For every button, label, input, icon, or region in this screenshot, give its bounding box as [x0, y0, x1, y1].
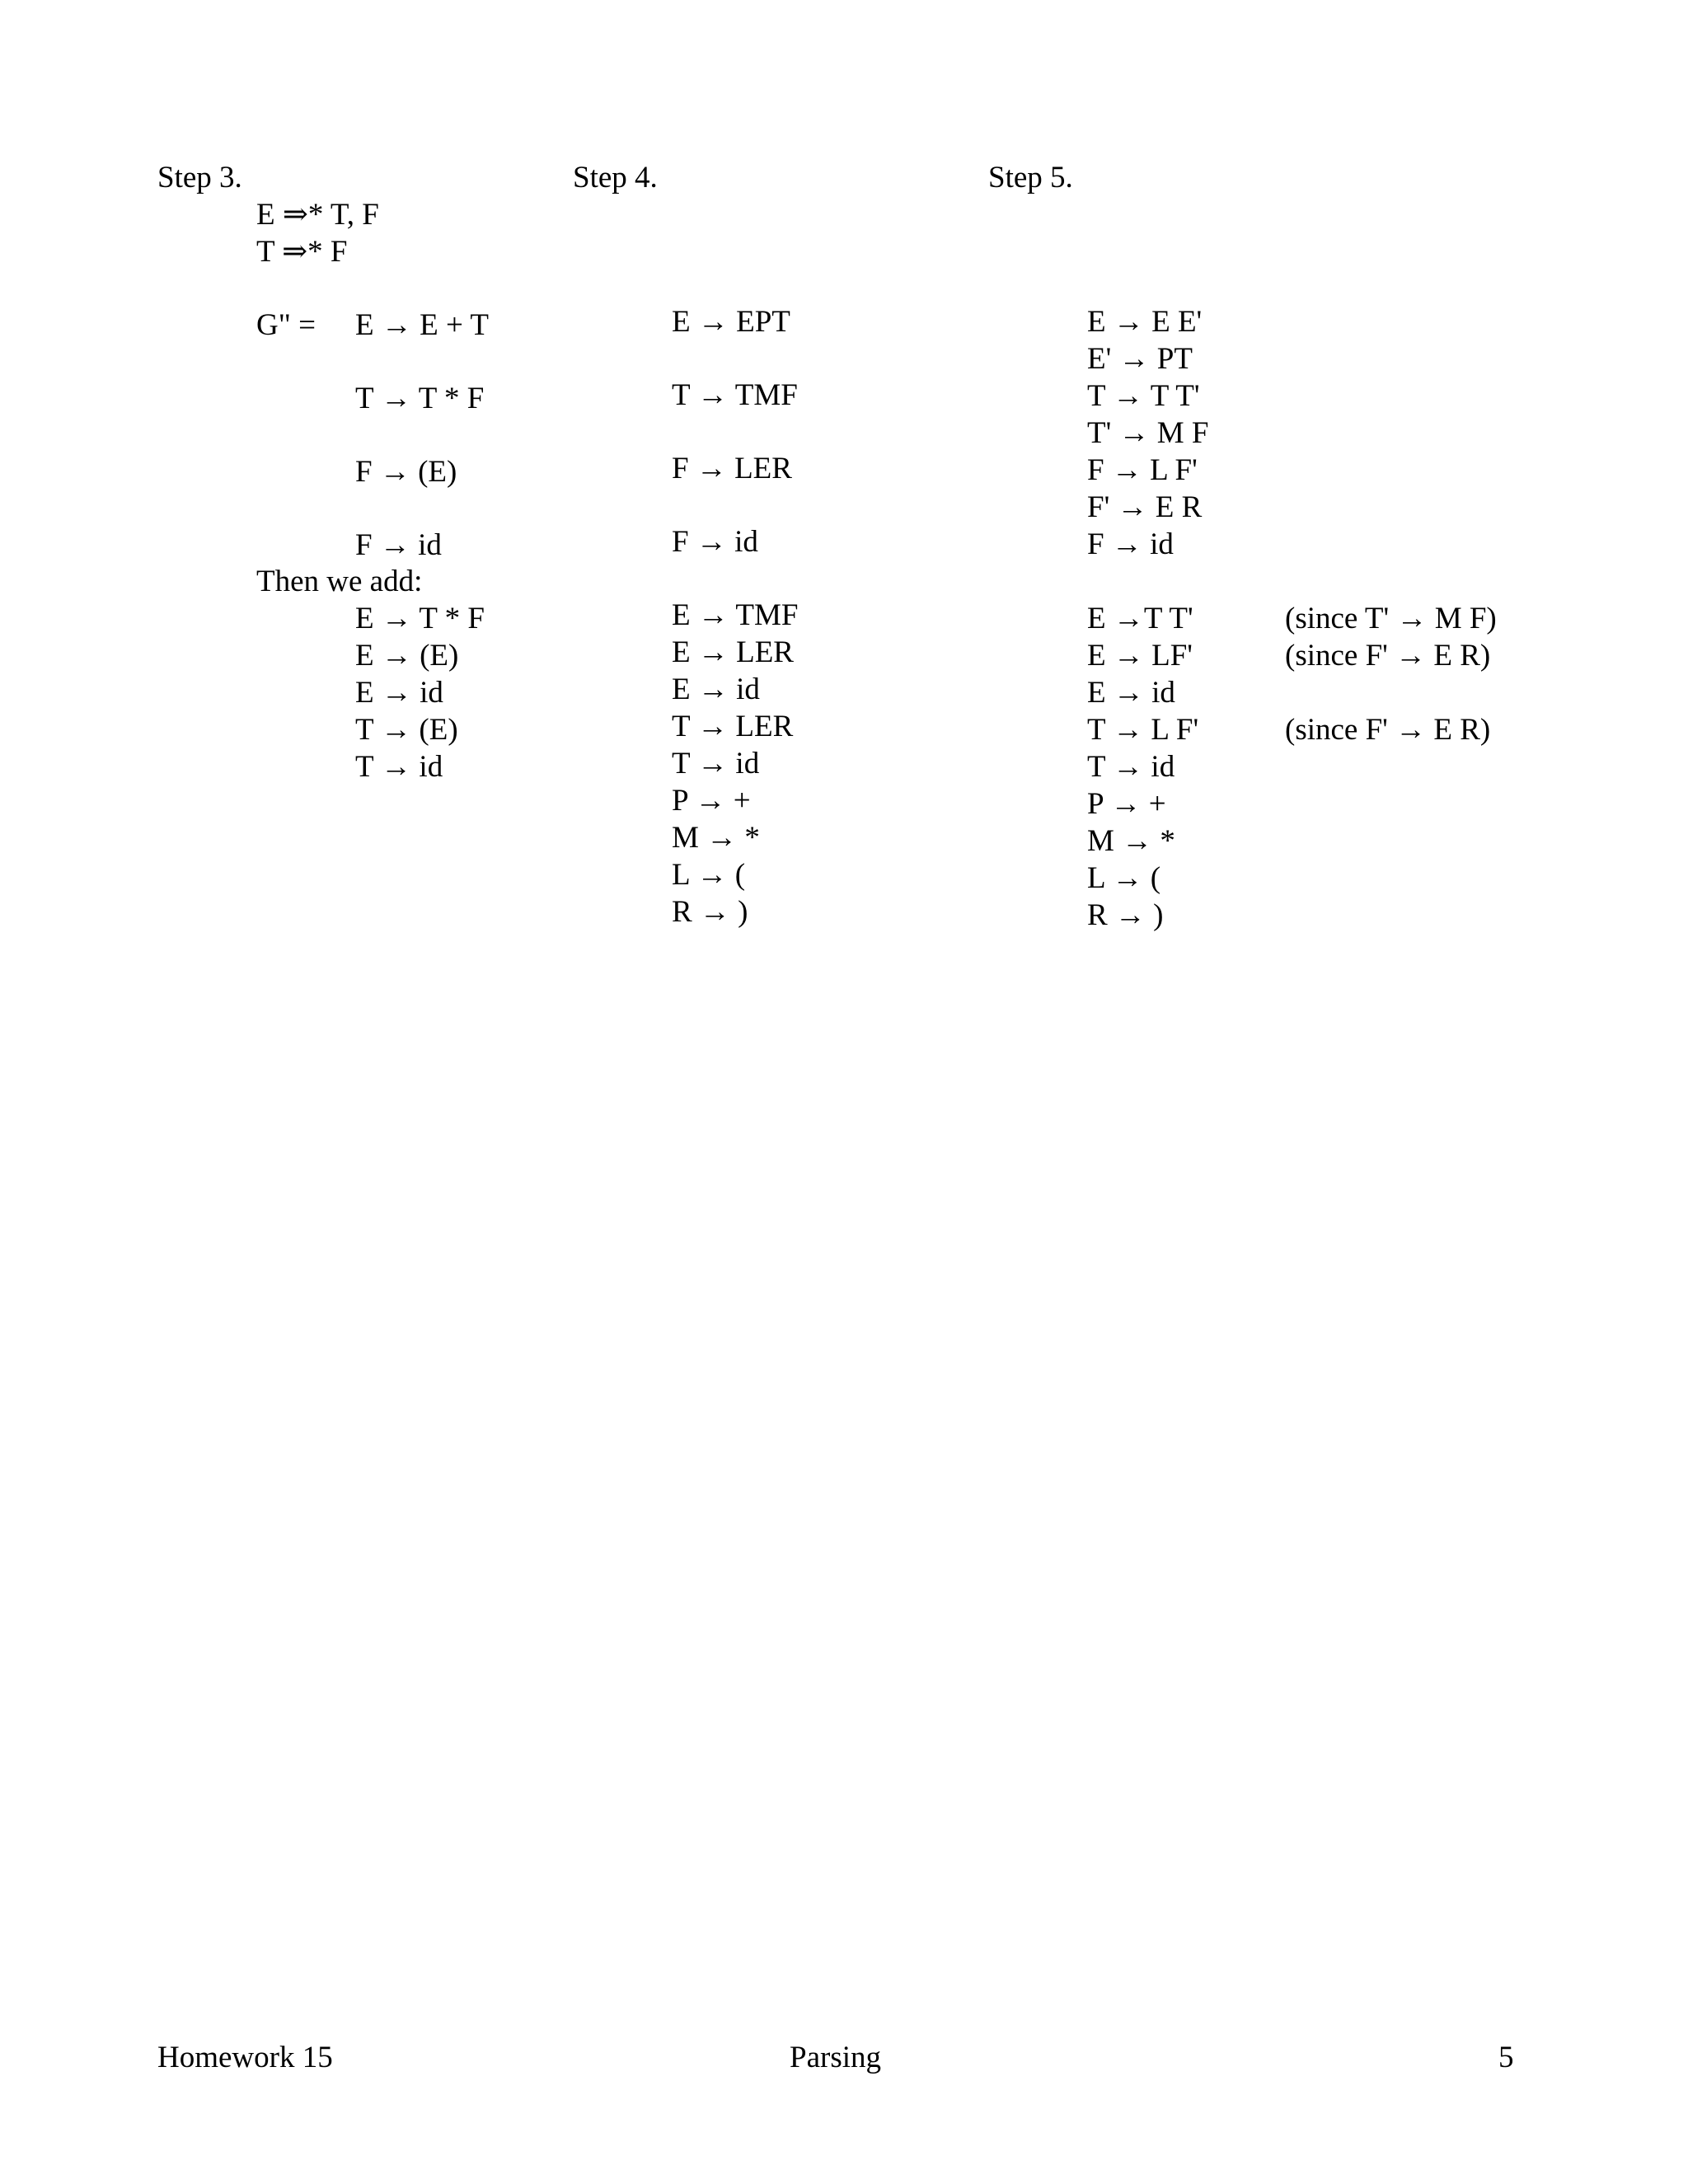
- step5-heading: Step 5.: [988, 161, 1073, 194]
- grammar-rule: E → EPT: [672, 305, 790, 339]
- grammar-rule: F → id: [1087, 527, 1174, 561]
- grammar-rule: E' → PT: [1087, 342, 1193, 376]
- added-rule: M → *: [1087, 824, 1175, 858]
- grammar-rule: F → (E): [355, 455, 457, 489]
- since-note: (since F' → E R): [1285, 713, 1491, 747]
- step4-heading: Step 4.: [573, 161, 658, 194]
- added-rule: E →T T': [1087, 602, 1193, 635]
- added-rule: T → id: [1087, 750, 1175, 784]
- added-rule: T → (E): [355, 713, 458, 747]
- grammar-rule: F → id: [355, 528, 442, 562]
- grammar-rule: F → L F': [1087, 453, 1198, 487]
- added-rule: E → LF': [1087, 639, 1193, 673]
- then-we-add-label: Then we add:: [256, 565, 423, 598]
- grammar-rule: T → T * F: [355, 382, 485, 415]
- page-number: 5: [1498, 2041, 1514, 2074]
- grammar-rule: T → T T': [1087, 379, 1200, 413]
- derivation-line: T ⇒* F: [256, 235, 348, 269]
- grammar-rule: E → E E': [1087, 305, 1203, 339]
- step3-heading: Step 3.: [157, 161, 242, 194]
- since-note: (since T' → M F): [1285, 602, 1497, 635]
- added-rule: E → TMF: [672, 598, 799, 632]
- footer-center: Parsing: [790, 2041, 881, 2074]
- grammar-rule: F → id: [672, 525, 758, 559]
- footer-left: Homework 15: [157, 2041, 333, 2074]
- added-rule: M → *: [672, 821, 760, 855]
- added-rule: R → ): [1087, 898, 1164, 932]
- added-rule: E → id: [1087, 676, 1175, 710]
- added-rule: P → +: [1087, 787, 1166, 821]
- added-rule: E → (E): [355, 639, 459, 673]
- added-rule: E → LER: [672, 635, 794, 669]
- added-rule: R → ): [672, 895, 748, 929]
- added-rule: T → id: [672, 747, 760, 780]
- added-rule: E → id: [672, 673, 760, 706]
- grammar-label: G" =: [256, 308, 316, 342]
- grammar-rule: T' → M F: [1087, 416, 1209, 450]
- added-rule: T → LER: [672, 710, 794, 743]
- grammar-rule: E → E + T: [355, 308, 490, 342]
- added-rule: T → L F': [1087, 713, 1199, 747]
- grammar-rule: F' → E R: [1087, 490, 1203, 524]
- grammar-rule: T → TMF: [672, 378, 798, 412]
- added-rule: T → id: [355, 750, 443, 784]
- derivation-line: E ⇒* T, F: [256, 198, 379, 232]
- added-rule: E → id: [355, 676, 443, 710]
- added-rule: E → T * F: [355, 602, 485, 635]
- grammar-rule: F → LER: [672, 452, 792, 485]
- added-rule: L → (: [1087, 861, 1161, 895]
- added-rule: P → +: [672, 784, 751, 818]
- since-note: (since F' → E R): [1285, 639, 1491, 673]
- added-rule: L → (: [672, 858, 746, 892]
